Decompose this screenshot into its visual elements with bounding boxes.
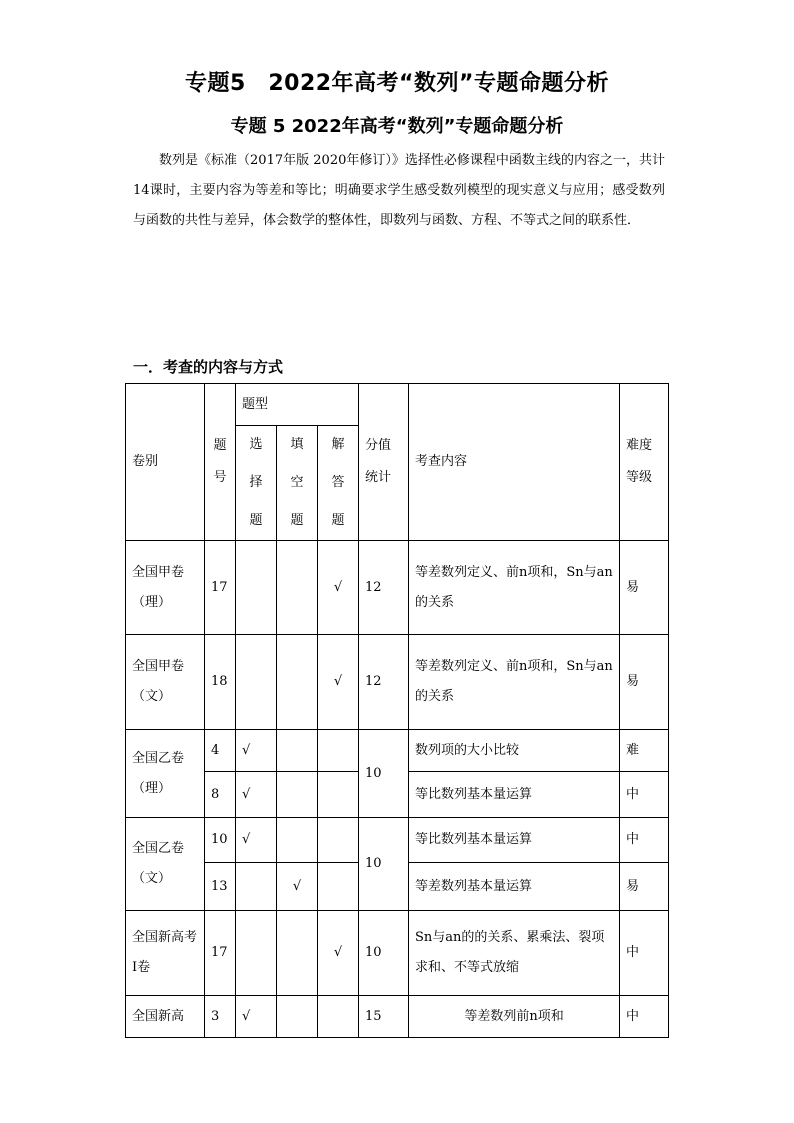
cell-paper: 全国甲卷（理） (126, 541, 205, 635)
cell-choice: √ (236, 818, 277, 863)
table-row (126, 635, 669, 730)
table-row (126, 911, 669, 996)
document-title: 专题5 2022年高考“数列”专题命题分析 (185, 71, 609, 96)
cell-answer: √ (318, 911, 359, 996)
header-qno: 题号 (205, 384, 236, 541)
header-qtype: 题型 (236, 384, 359, 426)
cell-answer: √ (318, 635, 359, 730)
cell-score: 10 (359, 911, 409, 996)
cell-content: 等差数列基本量运算 (409, 863, 620, 911)
cell-fill (277, 730, 318, 772)
cell-difficulty: 易 (620, 863, 669, 911)
cell-choice: √ (236, 772, 277, 818)
cell-qno: 10 (205, 818, 236, 863)
cell-qno: 8 (205, 772, 236, 818)
cell-answer (318, 818, 359, 863)
cell-fill (277, 541, 318, 635)
header-difficulty: 难度等级 (620, 384, 669, 541)
cell-qno: 18 (205, 635, 236, 730)
header-content: 考查内容 (409, 384, 620, 541)
cell-qno: 4 (205, 730, 236, 772)
cell-content: 数列项的大小比较 (409, 730, 620, 772)
cell-qno: 3 (205, 996, 236, 1038)
table-row (126, 996, 669, 1038)
cell-difficulty: 中 (620, 996, 669, 1038)
cell-answer (318, 772, 359, 818)
cell-answer: √ (318, 541, 359, 635)
cell-fill: √ (277, 863, 318, 911)
cell-answer (318, 863, 359, 911)
cell-qno: 17 (205, 911, 236, 996)
cell-content: 等比数列基本量运算 (409, 818, 620, 863)
header-answer: 解答题 (318, 426, 359, 541)
cell-paper: 全国新高考Ⅰ卷 (126, 911, 205, 996)
cell-paper: 全国乙卷（理） (126, 730, 205, 818)
cell-difficulty: 中 (620, 772, 669, 818)
cell-qno: 17 (205, 541, 236, 635)
cell-content: 等比数列基本量运算 (409, 772, 620, 818)
section-heading: 一．考查的内容与方式 (133, 358, 284, 376)
cell-choice (236, 911, 277, 996)
cell-content: Sn与an的的关系、累乘法、裂项求和、不等式放缩 (409, 911, 620, 996)
cell-fill (277, 635, 318, 730)
cell-difficulty: 中 (620, 911, 669, 996)
header-score: 分值统计 (359, 384, 409, 541)
exam-content-table (125, 383, 669, 1038)
cell-fill (277, 818, 318, 863)
cell-paper: 全国新高 (126, 996, 205, 1038)
cell-choice (236, 541, 277, 635)
cell-answer (318, 730, 359, 772)
cell-fill (277, 772, 318, 818)
cell-qno: 13 (205, 863, 236, 911)
cell-fill (277, 996, 318, 1038)
cell-choice (236, 863, 277, 911)
cell-difficulty: 易 (620, 635, 669, 730)
cell-score: 12 (359, 635, 409, 730)
table-row (126, 818, 669, 863)
cell-score: 15 (359, 996, 409, 1038)
cell-paper: 全国乙卷（文） (126, 818, 205, 911)
cell-choice: √ (236, 730, 277, 772)
intro-paragraph: 数列是《标准（2017年版 2020年修订）》选择性必修课程中函数主线的内容之一，共计 14课时，主要内容为等差和等比；明确要求学生感受数列模型的现实意义与应用；感受数列与函数的共性与差异，体会数学的整体性，即数列与函数、方程、不等式之间的联系性． (133, 153, 665, 228)
cell-content: 等差数列定义、前n项和，Sn与an的关系 (409, 541, 620, 635)
document-subtitle: 专题 5 2022年高考“数列”专题命题分析 (230, 116, 564, 137)
cell-score: 10 (359, 818, 409, 911)
cell-difficulty: 难 (620, 730, 669, 772)
cell-score: 10 (359, 730, 409, 818)
cell-content: 等差数列前n项和 (409, 996, 620, 1038)
cell-answer (318, 996, 359, 1038)
header-paper: 卷别 (126, 384, 205, 541)
cell-score: 12 (359, 541, 409, 635)
header-fill: 填空题 (277, 426, 318, 541)
cell-difficulty: 易 (620, 541, 669, 635)
cell-fill (277, 911, 318, 996)
cell-choice (236, 635, 277, 730)
header-row (126, 384, 669, 426)
cell-paper: 全国甲卷（文） (126, 635, 205, 730)
header-choice: 选择题 (236, 426, 277, 541)
cell-difficulty: 中 (620, 818, 669, 863)
cell-choice: √ (236, 996, 277, 1038)
table-row (126, 541, 669, 635)
cell-content: 等差数列定义、前n项和，Sn与an的关系 (409, 635, 620, 730)
table-row (126, 730, 669, 772)
